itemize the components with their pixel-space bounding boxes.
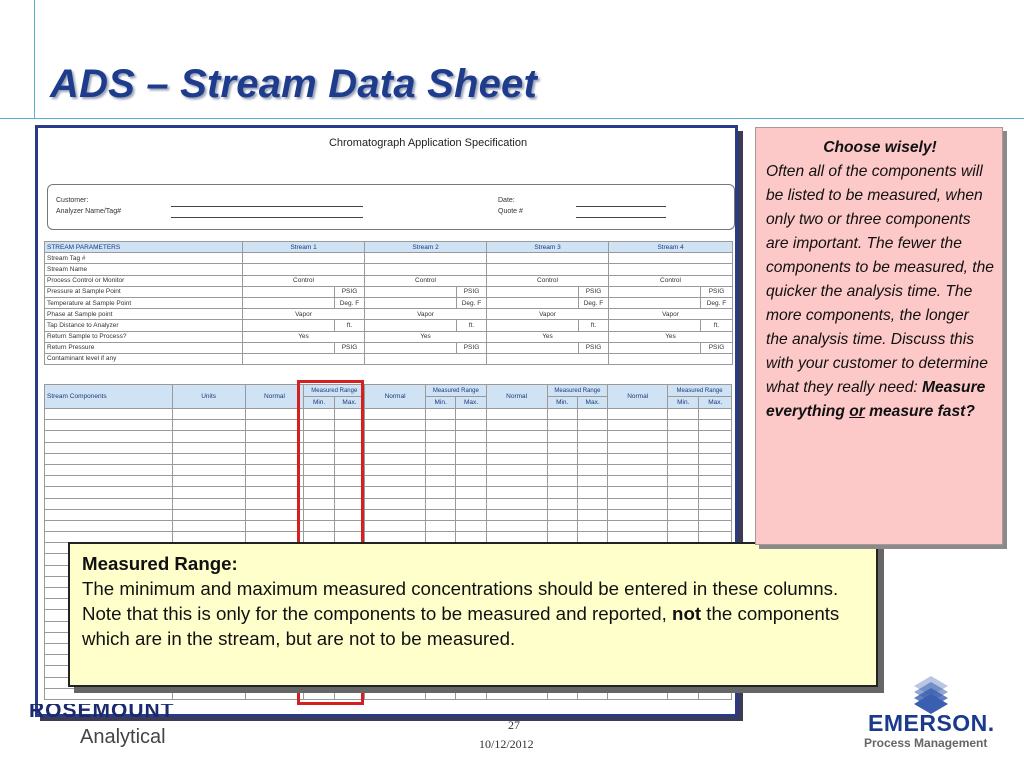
param-row <box>45 342 733 353</box>
component-cell[interactable] <box>577 509 607 520</box>
param-label: Stream Tag # <box>45 253 243 264</box>
component-cell[interactable] <box>365 442 426 453</box>
component-cell[interactable] <box>45 409 173 420</box>
param-value-cell[interactable] <box>609 253 733 264</box>
choose-wisely-or: or <box>849 403 865 420</box>
param-value-cell[interactable]: Vapor <box>487 309 609 320</box>
measured-range-callout <box>68 542 878 687</box>
param-value-cell[interactable] <box>487 320 579 331</box>
component-cell[interactable] <box>699 509 732 520</box>
choose-wisely-text <box>766 160 994 424</box>
component-cell[interactable] <box>547 487 577 498</box>
param-row <box>45 353 733 364</box>
component-cell[interactable] <box>172 498 245 509</box>
component-cell[interactable] <box>456 509 486 520</box>
component-cell[interactable] <box>365 498 426 509</box>
analyzer-field[interactable] <box>171 217 363 218</box>
param-value-cell[interactable] <box>365 264 487 275</box>
component-cell[interactable] <box>425 476 455 487</box>
component-cell[interactable] <box>608 509 668 520</box>
param-value-cell[interactable]: Yes <box>243 331 365 342</box>
param-value-cell[interactable] <box>365 342 457 353</box>
component-cell[interactable] <box>425 409 455 420</box>
component-cell[interactable] <box>668 442 699 453</box>
component-cell[interactable] <box>608 487 668 498</box>
component-cell[interactable] <box>668 520 699 531</box>
component-cell[interactable] <box>577 476 607 487</box>
component-cell[interactable] <box>245 476 304 487</box>
param-unit: Deg. F <box>579 297 609 308</box>
component-cell[interactable] <box>456 453 486 464</box>
component-cell[interactable] <box>699 498 732 509</box>
component-cell[interactable] <box>365 476 426 487</box>
max-header: Max. <box>577 397 607 409</box>
max-header: Max. <box>699 397 732 409</box>
component-cell[interactable] <box>365 464 426 475</box>
callout-text-part: The minimum and maximum measured concentrations should be entered in these columns. Note that this is only for the components to be measured and reported, <box>82 578 839 624</box>
customer-label: Customer: <box>56 197 89 204</box>
component-cell[interactable] <box>699 464 732 475</box>
component-cell[interactable] <box>365 520 426 531</box>
date-label: Date: <box>498 197 515 204</box>
param-value-cell[interactable] <box>243 253 365 264</box>
component-cell[interactable] <box>172 509 245 520</box>
component-cell[interactable] <box>425 453 455 464</box>
component-cell[interactable] <box>425 431 455 442</box>
min-header: Min. <box>547 397 577 409</box>
component-cell[interactable] <box>172 420 245 431</box>
param-row <box>45 320 733 331</box>
param-value-cell[interactable] <box>609 297 701 308</box>
stream-header: Stream 4 <box>609 242 733 253</box>
component-row <box>45 476 732 487</box>
component-cell[interactable] <box>45 420 173 431</box>
params-header-row <box>45 242 733 253</box>
param-value-cell[interactable] <box>487 253 609 264</box>
param-label: Process Control or Monitor <box>45 275 243 286</box>
param-unit: PSIG <box>457 286 487 297</box>
rosemount-logo: ROSEMOUNT <box>29 704 175 718</box>
component-cell[interactable] <box>486 431 547 442</box>
component-cell[interactable] <box>547 420 577 431</box>
choose-wisely-emphasis: Measure everything <box>766 379 986 420</box>
param-label: Contaminant level if any <box>45 353 243 364</box>
param-value-cell[interactable] <box>609 286 701 297</box>
component-cell[interactable] <box>486 409 547 420</box>
min-header: Min. <box>668 397 699 409</box>
param-unit: Deg. F <box>701 297 733 308</box>
param-row <box>45 297 733 308</box>
component-row <box>45 464 732 475</box>
param-unit: PSIG <box>701 342 733 353</box>
component-cell[interactable] <box>608 409 668 420</box>
param-value-cell[interactable] <box>365 253 487 264</box>
component-cell[interactable] <box>577 431 607 442</box>
stream-header: Stream 1 <box>243 242 365 253</box>
max-header: Max. <box>456 397 486 409</box>
param-value-cell[interactable] <box>243 264 365 275</box>
param-value-cell[interactable] <box>487 286 579 297</box>
component-cell[interactable] <box>547 476 577 487</box>
component-cell[interactable] <box>577 442 607 453</box>
min-header: Min. <box>425 397 455 409</box>
analyzer-label: Analyzer Name/Tag# <box>56 208 121 215</box>
param-value-cell[interactable] <box>365 320 457 331</box>
param-row <box>45 286 733 297</box>
param-value-cell[interactable] <box>243 342 335 353</box>
component-cell[interactable] <box>608 464 668 475</box>
date-field[interactable] <box>576 206 666 207</box>
component-cell[interactable] <box>456 498 486 509</box>
component-cell[interactable] <box>547 409 577 420</box>
component-cell[interactable] <box>365 420 426 431</box>
stream-parameters-table <box>44 241 733 365</box>
quote-label: Quote # <box>498 208 523 215</box>
component-cell[interactable] <box>577 487 607 498</box>
component-cell[interactable] <box>668 487 699 498</box>
param-unit: PSIG <box>335 342 365 353</box>
component-cell[interactable] <box>45 442 173 453</box>
component-cell[interactable] <box>547 498 577 509</box>
callout-text-part: the components which are in the stream, but are not to be measured. <box>82 603 840 649</box>
component-cell[interactable] <box>365 487 426 498</box>
page-number: 27 <box>508 718 520 732</box>
component-cell[interactable] <box>608 420 668 431</box>
param-label: Return Pressure <box>45 342 243 353</box>
param-value-cell[interactable] <box>365 286 457 297</box>
component-cell[interactable] <box>45 487 173 498</box>
component-cell[interactable] <box>608 476 668 487</box>
min-header: Min. <box>304 397 334 409</box>
emerson-logo-subtitle: Process Management <box>864 736 988 750</box>
component-cell[interactable] <box>425 420 455 431</box>
component-cell[interactable] <box>699 409 732 420</box>
component-cell[interactable] <box>365 453 426 464</box>
param-value-cell[interactable] <box>243 286 335 297</box>
param-label: Stream Name <box>45 264 243 275</box>
component-row <box>45 420 732 431</box>
customer-field[interactable] <box>171 206 363 207</box>
param-value-cell[interactable]: Yes <box>487 331 609 342</box>
component-cell[interactable] <box>608 520 668 531</box>
measured-range-header: Measured Range <box>425 385 486 397</box>
component-cell[interactable] <box>577 409 607 420</box>
param-unit: PSIG <box>701 286 733 297</box>
measured-range-header: Measured Range <box>304 385 365 397</box>
component-cell[interactable] <box>172 487 245 498</box>
component-row <box>45 487 732 498</box>
component-cell[interactable] <box>245 409 304 420</box>
param-unit: PSIG <box>579 286 609 297</box>
component-cell[interactable] <box>486 420 547 431</box>
param-value-cell[interactable] <box>487 297 579 308</box>
component-cell[interactable] <box>547 442 577 453</box>
measured-range-header: Measured Range <box>668 385 732 397</box>
component-cell[interactable] <box>425 464 455 475</box>
choose-wisely-title: Choose wisely! <box>823 139 937 156</box>
component-cell[interactable] <box>456 487 486 498</box>
component-cell[interactable] <box>668 420 699 431</box>
component-cell[interactable] <box>456 409 486 420</box>
customer-info-box <box>47 184 735 230</box>
component-cell[interactable] <box>608 431 668 442</box>
component-cell[interactable] <box>245 442 304 453</box>
component-cell[interactable] <box>577 498 607 509</box>
component-cell[interactable] <box>245 420 304 431</box>
max-header: Max. <box>334 397 364 409</box>
param-value-cell[interactable]: Yes <box>609 331 733 342</box>
param-value-cell[interactable]: Control <box>243 275 365 286</box>
component-cell[interactable] <box>45 509 173 520</box>
param-row <box>45 264 733 275</box>
component-cell[interactable] <box>668 498 699 509</box>
component-cell[interactable] <box>45 453 173 464</box>
normal-header: Normal <box>365 385 426 409</box>
choose-wisely-emphasis: measure fast? <box>864 403 975 420</box>
param-value-cell[interactable] <box>609 320 701 331</box>
param-label: Tap Distance to Analyzer <box>45 320 243 331</box>
component-row <box>45 431 732 442</box>
component-cell[interactable] <box>699 476 732 487</box>
param-value-cell[interactable]: Control <box>609 275 733 286</box>
param-value-cell[interactable] <box>609 342 701 353</box>
param-unit: ft. <box>457 320 487 331</box>
callout-emphasis: not <box>672 603 702 624</box>
param-value-cell[interactable]: Vapor <box>365 309 487 320</box>
component-cell[interactable] <box>172 520 245 531</box>
param-unit: PSIG <box>579 342 609 353</box>
component-row <box>45 520 732 531</box>
param-unit: PSIG <box>335 286 365 297</box>
param-row <box>45 253 733 264</box>
emerson-logo-icon <box>914 676 948 714</box>
component-row <box>45 409 732 420</box>
normal-header: Normal <box>608 385 668 409</box>
component-cell[interactable] <box>172 464 245 475</box>
component-cell[interactable] <box>486 453 547 464</box>
param-value-cell[interactable] <box>243 353 365 364</box>
component-cell[interactable] <box>668 431 699 442</box>
param-value-cell[interactable] <box>365 297 457 308</box>
component-row <box>45 498 732 509</box>
component-cell[interactable] <box>699 420 732 431</box>
component-cell[interactable] <box>608 442 668 453</box>
component-cell[interactable] <box>668 464 699 475</box>
component-cell[interactable] <box>699 431 732 442</box>
param-label: Return Sample to Process? <box>45 331 243 342</box>
param-unit: ft. <box>335 320 365 331</box>
component-cell[interactable] <box>245 453 304 464</box>
component-cell[interactable] <box>668 476 699 487</box>
params-header: STREAM PARAMETERS <box>45 242 243 253</box>
component-cell[interactable] <box>547 520 577 531</box>
component-cell[interactable] <box>172 453 245 464</box>
component-cell[interactable] <box>365 409 426 420</box>
param-value-cell[interactable]: Yes <box>365 331 487 342</box>
component-cell[interactable] <box>486 509 547 520</box>
param-unit: ft. <box>701 320 733 331</box>
rosemount-logo-subtitle: Analytical <box>80 726 166 748</box>
sheet-title: Chromatograph Application Specification <box>328 137 528 149</box>
component-cell[interactable] <box>668 409 699 420</box>
param-unit: PSIG <box>457 342 487 353</box>
component-cell[interactable] <box>245 464 304 475</box>
component-cell[interactable] <box>486 498 547 509</box>
param-unit: Deg. F <box>457 297 487 308</box>
component-cell[interactable] <box>668 509 699 520</box>
stream-header: Stream 3 <box>487 242 609 253</box>
measured-range-header: Measured Range <box>547 385 608 397</box>
component-cell[interactable] <box>486 487 547 498</box>
component-cell[interactable] <box>699 487 732 498</box>
emerson-logo: EMERSON. <box>868 710 995 736</box>
component-cell[interactable] <box>172 476 245 487</box>
component-cell[interactable] <box>486 520 547 531</box>
component-cell[interactable] <box>245 509 304 520</box>
component-cell[interactable] <box>245 520 304 531</box>
component-cell[interactable] <box>668 453 699 464</box>
param-value-cell[interactable] <box>609 353 733 364</box>
param-value-cell[interactable] <box>243 297 335 308</box>
component-cell[interactable] <box>245 487 304 498</box>
component-cell[interactable] <box>45 464 173 475</box>
param-value-cell[interactable] <box>487 264 609 275</box>
param-unit: Deg. F <box>335 297 365 308</box>
component-cell[interactable] <box>486 476 547 487</box>
component-row <box>45 509 732 520</box>
quote-field[interactable] <box>576 217 666 218</box>
components-header: Stream Components <box>45 385 173 409</box>
param-label: Pressure at Sample Point <box>45 286 243 297</box>
component-cell[interactable] <box>577 420 607 431</box>
slide-title: ADS – Stream Data Sheet <box>50 62 538 106</box>
component-cell[interactable] <box>456 476 486 487</box>
normal-header: Normal <box>245 385 304 409</box>
slide-date: 10/12/2012 <box>479 737 534 751</box>
component-cell[interactable] <box>577 453 607 464</box>
component-cell[interactable] <box>365 431 426 442</box>
param-row <box>45 309 733 320</box>
choose-wisely-callout <box>755 127 1003 545</box>
component-cell[interactable] <box>456 442 486 453</box>
param-row <box>45 331 733 342</box>
component-cell[interactable] <box>699 442 732 453</box>
param-value-cell[interactable]: Vapor <box>609 309 733 320</box>
component-cell[interactable] <box>577 520 607 531</box>
component-cell[interactable] <box>45 431 173 442</box>
param-label: Phase at Sample point <box>45 309 243 320</box>
units-header: Units <box>172 385 245 409</box>
component-cell[interactable] <box>172 431 245 442</box>
param-value-cell[interactable]: Vapor <box>243 309 365 320</box>
component-cell[interactable] <box>45 520 173 531</box>
component-row <box>45 453 732 464</box>
component-cell[interactable] <box>45 498 173 509</box>
param-value-cell[interactable] <box>487 353 609 364</box>
param-label: Temperature at Sample Point <box>45 297 243 308</box>
param-value-cell[interactable] <box>365 353 487 364</box>
component-cell[interactable] <box>365 509 426 520</box>
component-cell[interactable] <box>608 498 668 509</box>
param-value-cell[interactable] <box>609 264 733 275</box>
component-cell[interactable] <box>547 453 577 464</box>
component-cell[interactable] <box>425 520 455 531</box>
param-unit: ft. <box>579 320 609 331</box>
component-cell[interactable] <box>577 464 607 475</box>
param-value-cell[interactable] <box>243 320 335 331</box>
component-cell[interactable] <box>456 420 486 431</box>
component-row <box>45 442 732 453</box>
component-cell[interactable] <box>456 431 486 442</box>
measured-range-callout-title: Measured Range: <box>82 553 238 574</box>
component-cell[interactable] <box>425 509 455 520</box>
component-cell[interactable] <box>172 442 245 453</box>
component-cell[interactable] <box>425 442 455 453</box>
param-row <box>45 275 733 286</box>
component-cell[interactable] <box>547 464 577 475</box>
component-cell[interactable] <box>425 498 455 509</box>
measured-range-callout-text <box>82 576 866 651</box>
component-cell[interactable] <box>456 464 486 475</box>
component-cell[interactable] <box>547 431 577 442</box>
components-header-row <box>45 385 732 397</box>
component-cell[interactable] <box>547 509 577 520</box>
choose-wisely-body: Often all of the components will be listed to be measured, when only two or three components are important. The fewer the components to be measured, the quicker the analysis time. The more components, the longer the analysis time. Discuss this with your customer to determine what they really need: <box>766 163 994 396</box>
stream-header: Stream 2 <box>365 242 487 253</box>
component-cell[interactable] <box>245 498 304 509</box>
normal-header: Normal <box>486 385 547 409</box>
component-cell[interactable] <box>425 487 455 498</box>
component-cell[interactable] <box>45 476 173 487</box>
guide-line-horizontal <box>0 118 1024 119</box>
param-value-cell[interactable]: Control <box>487 275 609 286</box>
component-cell[interactable] <box>486 442 547 453</box>
component-cell[interactable] <box>699 453 732 464</box>
component-cell[interactable] <box>699 520 732 531</box>
component-cell[interactable] <box>172 409 245 420</box>
component-cell[interactable] <box>456 520 486 531</box>
component-cell[interactable] <box>245 431 304 442</box>
param-value-cell[interactable]: Control <box>365 275 487 286</box>
param-value-cell[interactable] <box>487 342 579 353</box>
guide-line-vertical <box>34 0 35 118</box>
component-cell[interactable] <box>608 453 668 464</box>
component-cell[interactable] <box>486 464 547 475</box>
